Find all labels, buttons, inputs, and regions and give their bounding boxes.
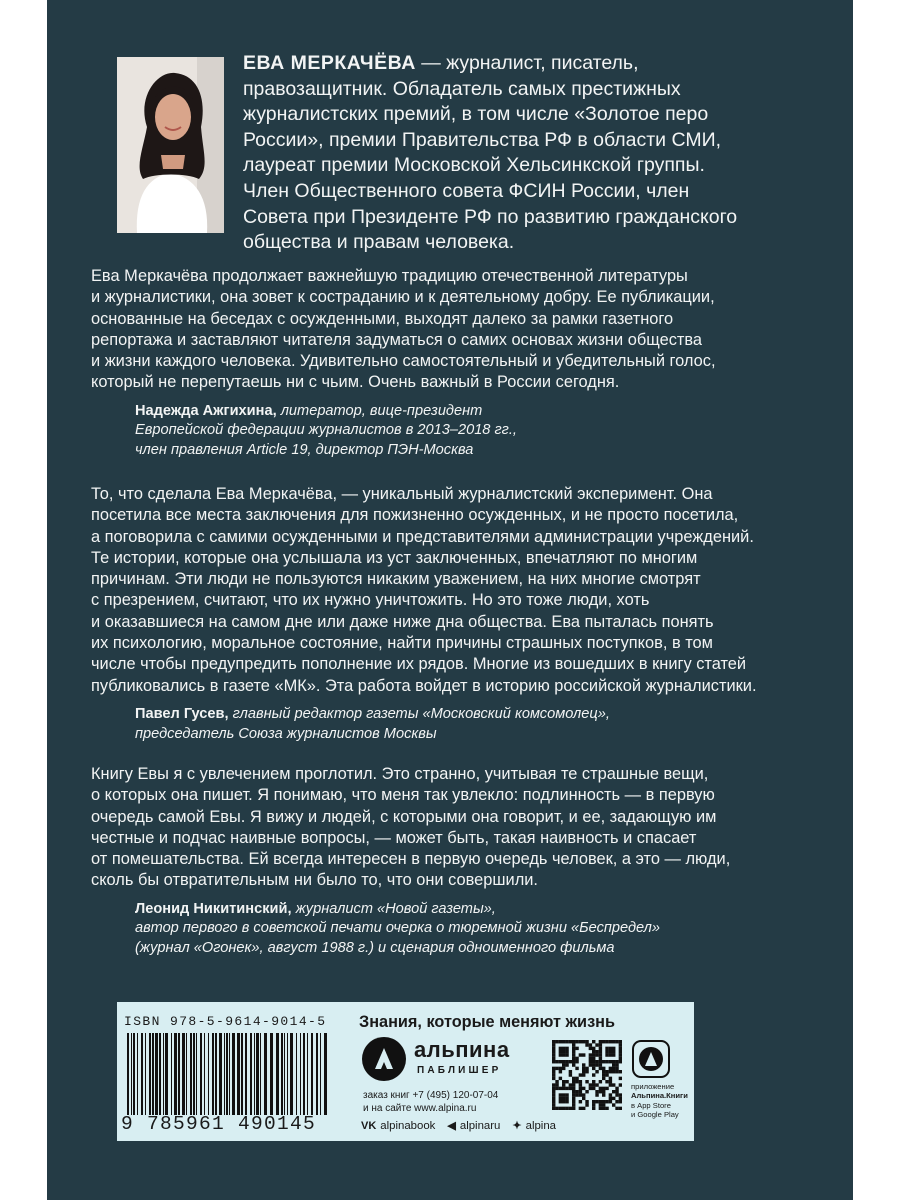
review-author: Павел Гусев, <box>135 705 229 722</box>
app-line: и Google Play <box>631 1110 679 1120</box>
review-text <box>91 266 811 394</box>
review-line: очередь самой Евы. Я вижу и людей, с которыми она говорит, и ее, задающую им <box>91 807 717 826</box>
review-line: с презрением, считают, что их нужно уничтожить. Но это тоже люди, хоть <box>91 591 650 610</box>
app-line: в App Store <box>631 1100 671 1110</box>
author-bio <box>243 51 803 256</box>
barcode-panel <box>117 1002 694 1141</box>
review-role: член правления Article 19, директор ПЭН-Москва <box>135 441 474 458</box>
review-line: Ева Меркачёва продолжает важнейшую традицию отечественной литературы <box>91 267 688 285</box>
book-back-cover <box>47 0 853 1200</box>
publisher-brand-sub: ПАБЛИШЕР <box>417 1065 502 1076</box>
review-line: публиковались в газете «МК». Эта работа войдет в историю российской журналистики. <box>91 676 757 695</box>
review-line: и жизни каждого человека. Удивительно самостоятельный и убедительный голос, <box>91 352 716 371</box>
social-links <box>361 1119 556 1132</box>
qr-code-icon[interactable] <box>552 1040 622 1110</box>
review-line: посетила все места заключения для пожизненно осужденных, и не просто посетила, <box>91 506 739 525</box>
author-name: ЕВА МЕРКАЧЁВА <box>243 52 416 74</box>
bio-line: Член Общественного совета ФСИН России, член <box>243 179 690 202</box>
review-role: (журнал «Огонек», август 1988 г.) и сценария одноименного фильма <box>135 939 615 956</box>
review-role: журналист «Новой газеты», <box>291 900 496 917</box>
order-line: и на сайте www.alpina.ru <box>363 1103 477 1114</box>
bio-line: Совета при Президенте РФ по развитию гражданского <box>243 205 738 228</box>
vk-icon: VK <box>361 1119 377 1132</box>
review-line: причинам. Эти люди не пользуются никаким уважением, на них многие смотрят <box>91 570 701 589</box>
review-line: числе чтобы предупредить пополнение их рядов. Многие из вошедших в книгу статей <box>91 655 747 674</box>
review-role: председатель Союза журналистов Москвы <box>135 725 437 742</box>
review-role: Европейской федерации журналистов в 2013–2018 гг., <box>135 422 517 439</box>
review-attribution <box>135 900 811 959</box>
app-icon <box>632 1040 670 1078</box>
bio-line: правозащитник. Обладатель самых престижных <box>243 77 681 100</box>
social-label: alpinaru <box>459 1119 501 1132</box>
app-line: приложение <box>631 1082 675 1091</box>
order-line: заказ книг +7 (495) 120-07-04 <box>363 1090 499 1101</box>
review-3 <box>91 764 811 959</box>
review-line: честные и подчас наивные вопросы, — может быть, такая наивность и спасает <box>91 828 697 847</box>
social-label: alpinabook <box>380 1119 436 1132</box>
review-role: главный редактор газеты «Московский комсомолец», <box>228 705 610 722</box>
ean-number: 9 785961 490145 <box>121 1113 317 1135</box>
author-photo <box>117 57 224 233</box>
isbn-label: ISBN 978-5-9614-9014-5 <box>124 1014 327 1029</box>
app-promo <box>631 1082 691 1120</box>
bio-line: журналистских премий, в том числе «Золотое перо <box>243 103 709 126</box>
review-line: и оказавшиеся на самом дне или даже ниже дна общества. Ева пыталась понять <box>91 612 714 631</box>
publisher-tagline: Знания, которые меняют жизнь <box>359 1013 615 1031</box>
review-line: основанные на беседах с осужденными, выходят далеко за рамки газетного <box>91 309 674 328</box>
review-role: литератор, вице-президент <box>276 402 483 419</box>
bio-line: России», премии Правительства РФ в области СМИ, <box>243 128 722 151</box>
review-line: о которых она пишет. Я понимаю, что меня так увлекло: подлинность — в первую <box>91 786 715 805</box>
review-line: Те истории, которые она услышала из уст заключенных, впечатляют по многим <box>91 548 698 567</box>
dzen-icon: ✦ <box>512 1120 522 1132</box>
alpina-logo-icon <box>361 1036 407 1082</box>
social-vk[interactable] <box>361 1120 435 1132</box>
bio-line: общества и правам человека. <box>243 231 515 254</box>
publisher-brand: альпина <box>414 1037 510 1062</box>
review-text <box>91 764 811 892</box>
review-role: автор первого в советской печати очерка о тюремной жизни «Беспредел» <box>135 920 661 937</box>
order-info <box>363 1089 498 1115</box>
app-line: Альпина.Книги <box>631 1091 688 1101</box>
bio-line: лауреат премии Московской Хельсинкской группы. <box>243 154 705 177</box>
review-line: То, что сделала Ева Меркачёва, — уникальный журналистский эксперимент. Она <box>91 485 713 503</box>
review-line: а поговорила с самими осужденными и представителями администрации учреждений. <box>91 527 754 546</box>
review-author: Надежда Ажгихина, <box>135 402 277 419</box>
barcode <box>127 1033 327 1115</box>
review-attribution <box>135 705 811 744</box>
review-line: их психологию, моральное состояние, найти причины страшных поступков, в том <box>91 634 713 653</box>
review-author: Леонид Никитинский, <box>135 900 292 917</box>
review-2 <box>91 484 811 744</box>
social-dzen[interactable] <box>512 1119 556 1132</box>
review-line: сколь бы отвратительным ни было то, что они совершили. <box>91 871 538 890</box>
bio-line: — журналист, писатель, <box>415 52 639 74</box>
review-text <box>91 484 811 697</box>
review-attribution <box>135 402 811 461</box>
review-line: от помешательства. Ей всегда интересен в первую очередь человек, а это — люди, <box>91 850 731 869</box>
telegram-icon: ◀ <box>447 1120 456 1132</box>
social-label: alpina <box>525 1119 557 1132</box>
review-line: Книгу Евы я с увлечением проглотил. Это странно, учитывая те страшные вещи, <box>91 765 709 783</box>
review-1 <box>91 266 811 461</box>
social-telegram[interactable] <box>447 1119 500 1132</box>
review-line: который не перепутаешь ни с чьим. Очень важный в России сегодня. <box>91 373 620 392</box>
review-line: репортажа и заставляют читателя задуматься о самих основах жизни общества <box>91 330 703 349</box>
review-line: и журналистики, она зовет к состраданию и к деятельному добру. Ее публикации, <box>91 288 715 307</box>
